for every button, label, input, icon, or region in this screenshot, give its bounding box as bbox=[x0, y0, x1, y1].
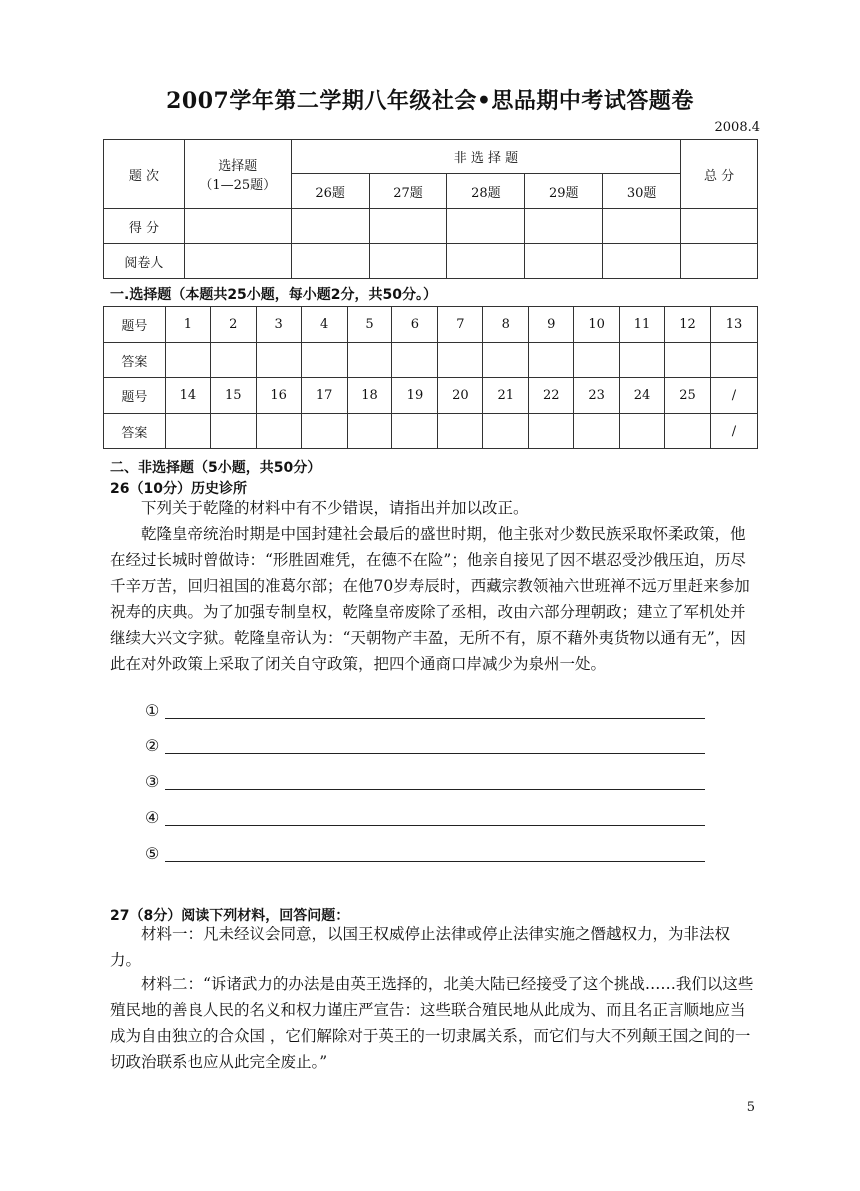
score-row-de-fen: 得 分 bbox=[104, 209, 185, 244]
mc-answer-cell[interactable] bbox=[483, 343, 529, 378]
mc-label-ans: 答案 bbox=[104, 414, 166, 449]
mc-answer-cell[interactable] bbox=[620, 414, 665, 449]
score-col-26: 26题 bbox=[291, 174, 369, 209]
mc-question-number: 11 bbox=[620, 307, 665, 343]
section1-heading: 一.选择题（本题共25小题，每小题2分，共50分。） bbox=[110, 287, 438, 303]
q27-material1: 材料一：凡未经议会同意，以国王权威停止法律或停止法律实施之僭越权力，为非法权力。 bbox=[110, 925, 731, 969]
mc-question-number: 17 bbox=[301, 378, 347, 414]
score-col-28: 28题 bbox=[447, 174, 525, 209]
mc-question-number: 8 bbox=[483, 307, 529, 343]
score-cell[interactable] bbox=[681, 244, 758, 279]
mc-answer-cell[interactable] bbox=[165, 343, 210, 378]
score-cell[interactable] bbox=[525, 209, 603, 244]
mc-question-number: 23 bbox=[574, 378, 620, 414]
mc-question-number: 13 bbox=[710, 307, 757, 343]
score-cell[interactable] bbox=[525, 244, 603, 279]
score-cell[interactable] bbox=[603, 244, 681, 279]
q26-blank-3[interactable] bbox=[145, 772, 705, 794]
mc-question-number: 7 bbox=[438, 307, 483, 343]
answer-line bbox=[165, 861, 705, 862]
mc-question-number: 2 bbox=[210, 307, 256, 343]
mc-question-number: 20 bbox=[438, 378, 483, 414]
mc-answer-cell[interactable] bbox=[256, 414, 301, 449]
score-col-29: 29题 bbox=[525, 174, 603, 209]
score-row-yue-juan-ren: 阅卷人 bbox=[104, 244, 185, 279]
mc-question-number: 1 bbox=[165, 307, 210, 343]
score-cell[interactable] bbox=[184, 209, 291, 244]
mc-question-number: 18 bbox=[347, 378, 392, 414]
mc-slash-cell: / bbox=[710, 414, 757, 449]
score-header-xuanze-line2: （1—25题） bbox=[199, 178, 277, 193]
score-cell[interactable] bbox=[184, 244, 291, 279]
mc-question-number: 9 bbox=[529, 307, 574, 343]
mc-label-num: 题号 bbox=[104, 307, 166, 343]
score-header-zong-fen: 总 分 bbox=[681, 140, 758, 209]
score-header-xuanze bbox=[184, 140, 291, 209]
score-cell[interactable] bbox=[681, 209, 758, 244]
mc-answer-cell[interactable] bbox=[256, 343, 301, 378]
score-cell[interactable] bbox=[603, 209, 681, 244]
mc-answer-cell[interactable] bbox=[529, 343, 574, 378]
q27-heading: 27（8分）阅读下列材料，回答问题： bbox=[110, 908, 350, 924]
q26-blank-2[interactable] bbox=[145, 736, 705, 758]
mc-question-number: / bbox=[710, 378, 757, 414]
mc-answer-cell[interactable] bbox=[347, 343, 392, 378]
mc-answer-cell[interactable] bbox=[347, 414, 392, 449]
mc-answer-cell[interactable] bbox=[210, 343, 256, 378]
mc-label-num: 题号 bbox=[104, 378, 166, 414]
score-header-fei-xuanze: 非 选 择 题 bbox=[291, 140, 680, 174]
mc-answer-cell[interactable] bbox=[438, 343, 483, 378]
mc-question-number: 4 bbox=[301, 307, 347, 343]
answer-line bbox=[165, 753, 705, 754]
mc-question-number: 16 bbox=[256, 378, 301, 414]
mc-question-number: 22 bbox=[529, 378, 574, 414]
score-cell[interactable] bbox=[369, 209, 447, 244]
mc-answer-cell[interactable] bbox=[301, 414, 347, 449]
mc-answer-cell[interactable] bbox=[392, 343, 438, 378]
q27-material2: 材料二：“诉诸武力的办法是由英王选择的，北美大陆已经接受了这个挑战……我们以这些殖民地的善良人民的名义和权力谨庄严宣告：这些联合殖民地从此成为、而且名正言顺地应当成为自由独立的合众国 ，它们解除对于英王的一切隶属关系，而它们与大不列颠王国之间的一切政治联系也应从此完全废止。” bbox=[110, 975, 754, 1071]
mc-question-number: 12 bbox=[665, 307, 711, 343]
q26-intro: 下列关于乾隆的材料中有不少错误，请指出并加以改正。 bbox=[141, 499, 529, 517]
mc-answer-table bbox=[103, 306, 758, 449]
mc-question-number: 19 bbox=[392, 378, 438, 414]
score-cell[interactable] bbox=[447, 244, 525, 279]
exam-date: 2008.4 bbox=[714, 120, 760, 135]
page-number: 5 bbox=[746, 1100, 755, 1115]
score-header-xuanze-line1: 选择题 bbox=[218, 159, 258, 174]
mc-question-number: 25 bbox=[665, 378, 711, 414]
mc-answer-cell[interactable] bbox=[620, 343, 665, 378]
score-cell[interactable] bbox=[447, 209, 525, 244]
score-col-30: 30题 bbox=[603, 174, 681, 209]
score-cell[interactable] bbox=[369, 244, 447, 279]
score-col-27: 27题 bbox=[369, 174, 447, 209]
blank-marker: ② bbox=[145, 736, 160, 755]
score-table bbox=[103, 139, 758, 279]
mc-answer-cell[interactable] bbox=[665, 343, 711, 378]
blank-marker: ④ bbox=[145, 808, 160, 827]
mc-question-number: 3 bbox=[256, 307, 301, 343]
mc-answer-cell[interactable] bbox=[392, 414, 438, 449]
score-header-ti-ci: 题 次 bbox=[104, 140, 185, 209]
mc-question-number: 6 bbox=[392, 307, 438, 343]
blank-marker: ③ bbox=[145, 772, 160, 791]
q26-blank-4[interactable] bbox=[145, 808, 705, 830]
answer-line bbox=[165, 789, 705, 790]
q26-body: 乾隆皇帝统治时期是中国封建社会最后的盛世时期，他主张对少数民族采取怀柔政策，他在经过长城时曾做诗：“形胜固难凭，在德不在险”；他亲自接见了因不堪忍受沙俄压迫，历尽千辛万苦，回归祖国的准葛尔部；在他70岁寿辰时，西藏宗教领袖六世班禅不远万里赶来参加祝寿的庆典。为了加强专制皇权，乾隆皇帝废除了丞相，改由六部分理朝政；建立了军机处并继续大兴文字狱。乾隆皇帝认为：“天朝物产丰盈，无所不有，原不藉外夷货物以通有无”，因此在对外政策上采取了闭关自守政策，把四个通商口岸减少为泉州一处。 bbox=[110, 525, 750, 673]
mc-answer-cell[interactable] bbox=[710, 343, 757, 378]
answer-line bbox=[165, 718, 705, 719]
mc-question-number: 21 bbox=[483, 378, 529, 414]
mc-answer-cell[interactable] bbox=[665, 414, 711, 449]
q26-blank-5[interactable] bbox=[145, 844, 705, 866]
mc-answer-cell[interactable] bbox=[574, 343, 620, 378]
mc-answer-cell[interactable] bbox=[483, 414, 529, 449]
mc-answer-cell[interactable] bbox=[574, 414, 620, 449]
q26-heading: 26（10分）历史诊所 bbox=[110, 481, 247, 497]
mc-answer-cell[interactable] bbox=[529, 414, 574, 449]
section2-heading: 二、非选择题（5小题，共50分） bbox=[110, 460, 322, 476]
blank-marker: ⑤ bbox=[145, 844, 160, 863]
score-cell[interactable] bbox=[291, 244, 369, 279]
mc-question-number: 14 bbox=[165, 378, 210, 414]
mc-question-number: 5 bbox=[347, 307, 392, 343]
mc-answer-cell[interactable] bbox=[438, 414, 483, 449]
mc-question-number: 24 bbox=[620, 378, 665, 414]
answer-line bbox=[165, 825, 705, 826]
mc-question-number: 15 bbox=[210, 378, 256, 414]
exam-title: 2007学年第二学期八年级社会•思品期中考试答题卷 bbox=[166, 88, 694, 114]
mc-answer-cell[interactable] bbox=[210, 414, 256, 449]
mc-answer-cell[interactable] bbox=[165, 414, 210, 449]
blank-marker: ① bbox=[145, 701, 160, 720]
score-cell[interactable] bbox=[291, 209, 369, 244]
mc-label-ans: 答案 bbox=[104, 343, 166, 378]
mc-question-number: 10 bbox=[574, 307, 620, 343]
mc-answer-cell[interactable] bbox=[301, 343, 347, 378]
q26-blank-1[interactable] bbox=[145, 701, 705, 723]
